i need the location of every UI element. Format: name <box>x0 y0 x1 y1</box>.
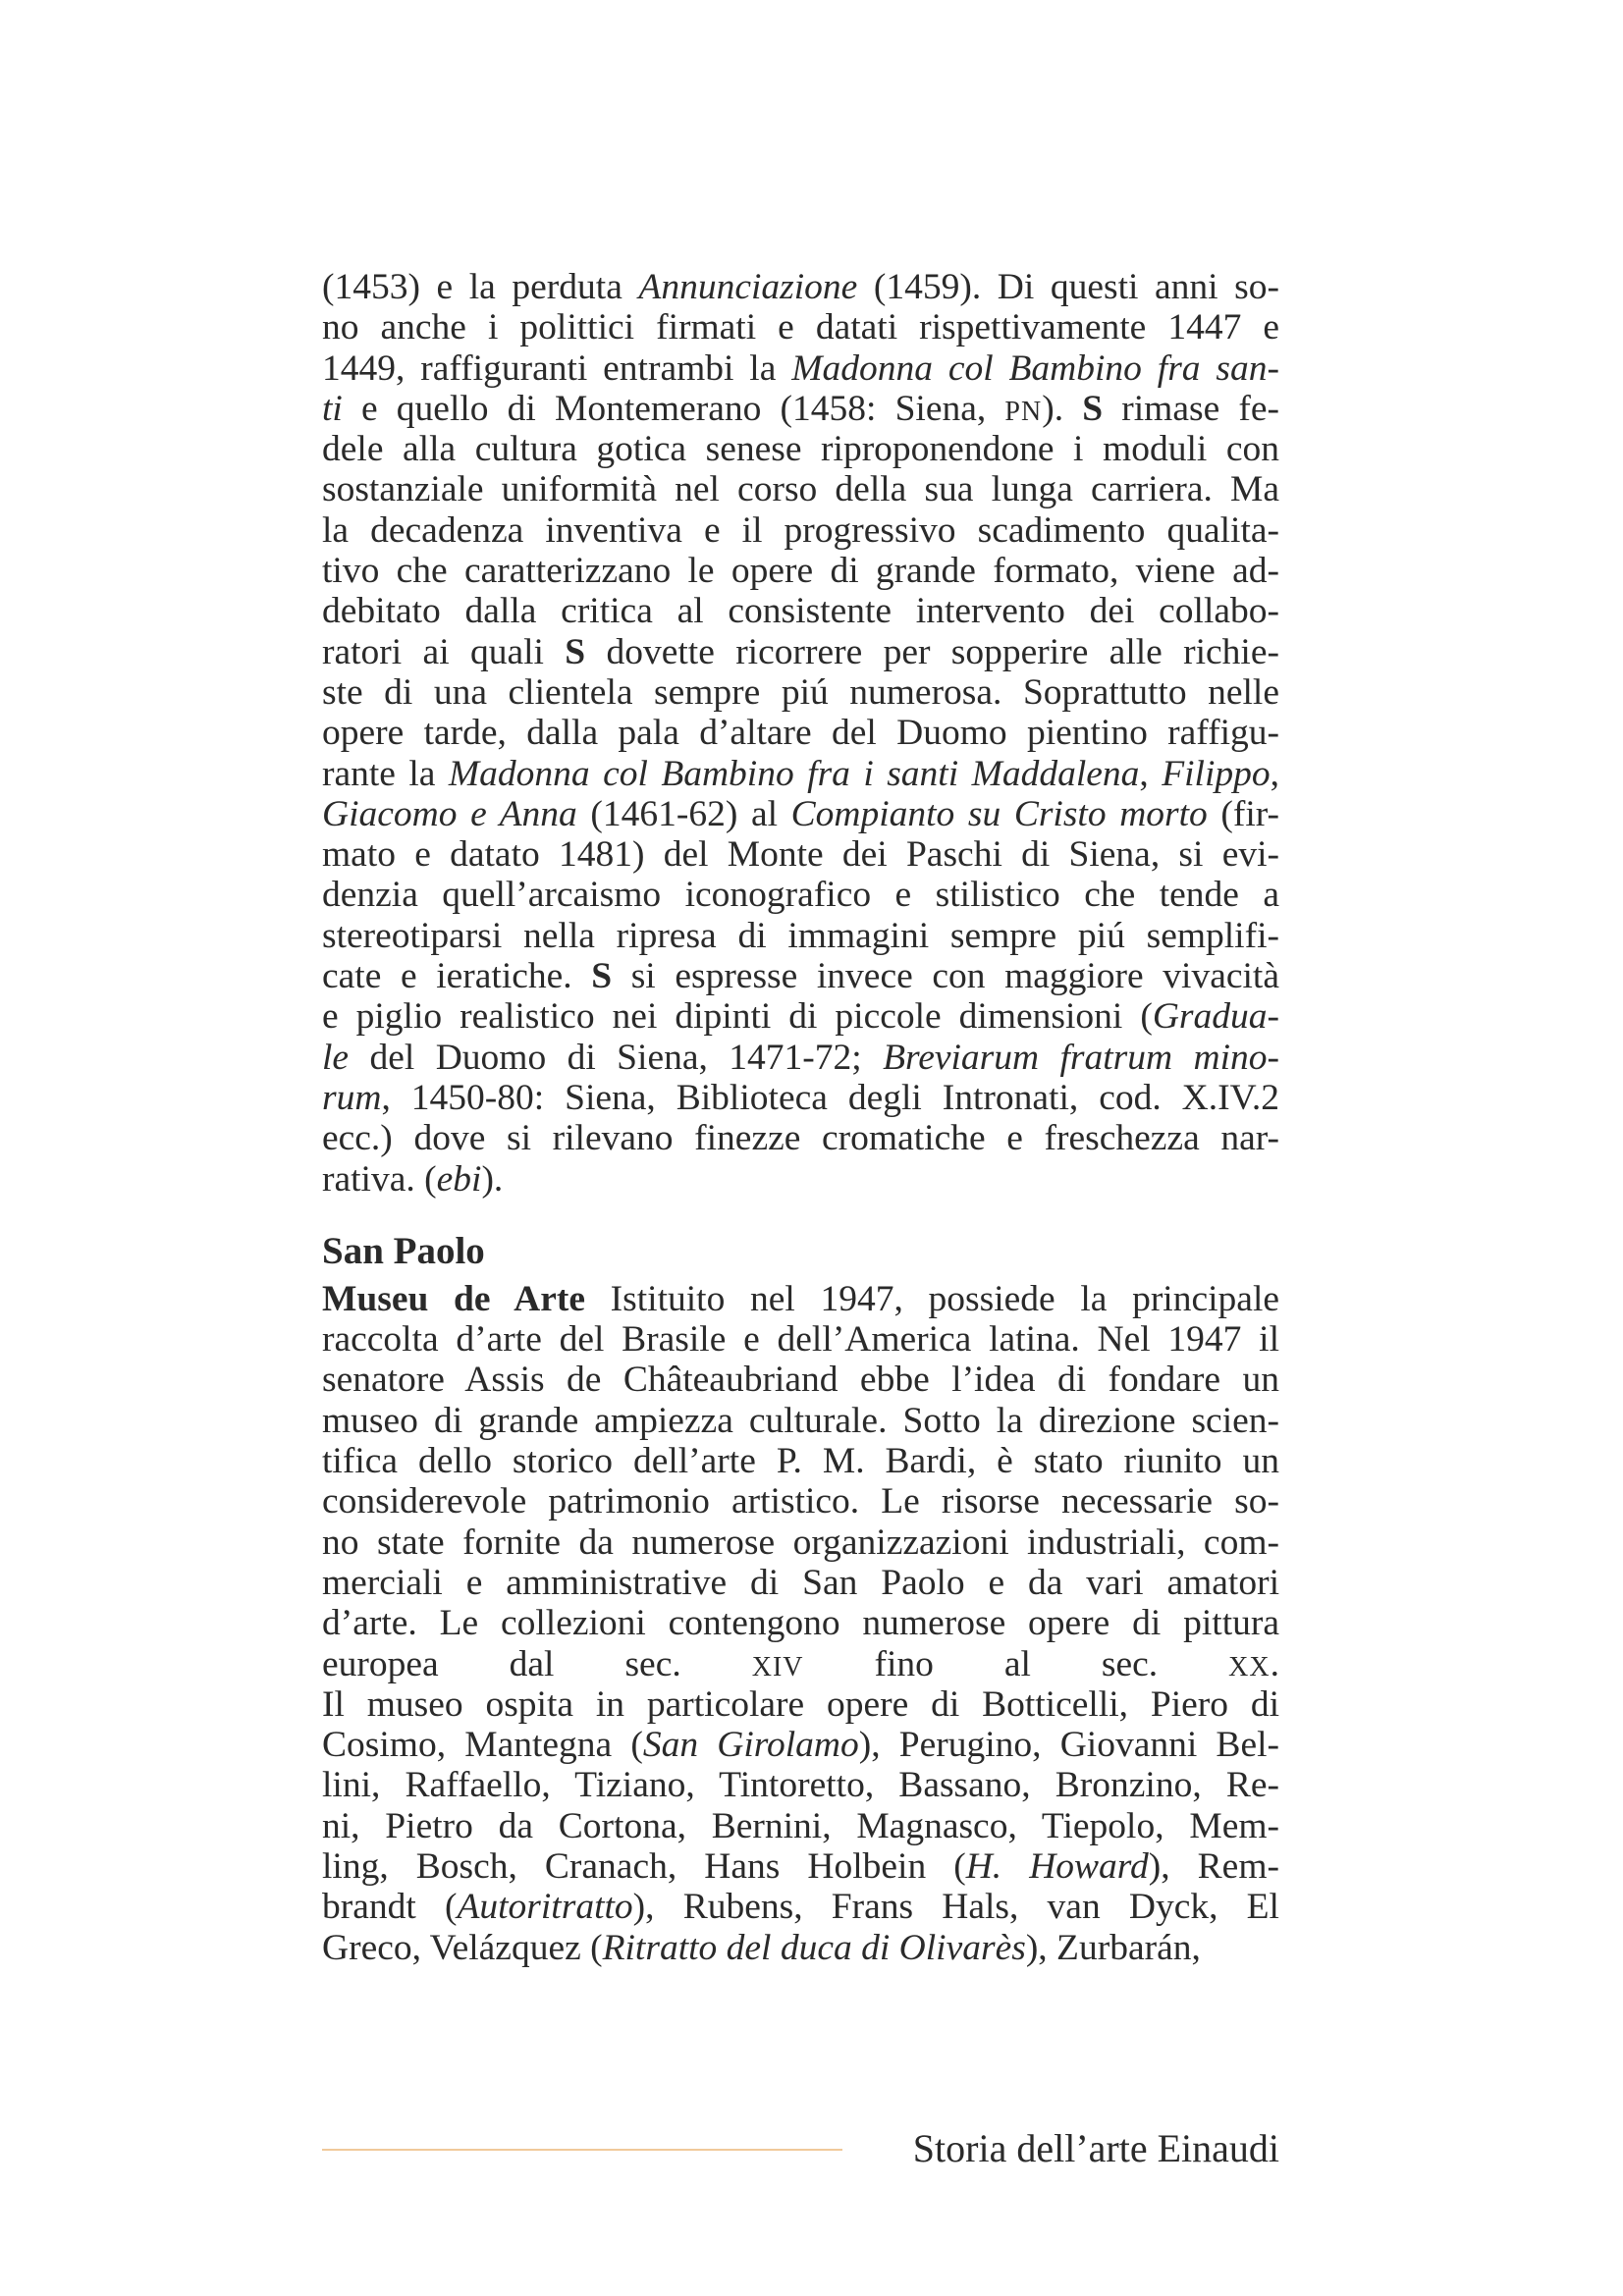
text-run: e piglio realistico nei dipinti di piccole dimensioni ( <box>322 996 1153 1038</box>
text-line <box>322 713 1279 753</box>
text-line <box>322 1401 1279 1441</box>
text-run: e quello di Montemerano (1458: Siena, <box>342 388 1005 429</box>
text-line <box>322 1522 1279 1563</box>
text-run: considerevole patrimonio artistico. Le risorse necessarie so- <box>322 1481 1279 1522</box>
text-run: ), Rem- <box>1148 1845 1279 1887</box>
bold-term: S <box>565 631 586 672</box>
text-run: d’arte. Le collezioni contengono numerose opere di pittura <box>322 1603 1279 1644</box>
text-run: ). <box>1042 388 1083 429</box>
text-run: (1461-62) al <box>576 793 791 834</box>
text-run: rimase fe- <box>1103 388 1279 429</box>
italic-title: Gradua- <box>1152 996 1279 1038</box>
text-line <box>322 1846 1279 1887</box>
text-line <box>322 754 1279 794</box>
text-line <box>322 794 1279 834</box>
text-line <box>322 996 1279 1037</box>
text-line <box>322 632 1279 672</box>
text-line <box>322 1319 1279 1360</box>
text-line <box>322 1118 1279 1158</box>
text-run: debitato dalla critica al consistente intervento dei collabo- <box>322 591 1279 632</box>
text-run: senatore Assis de Châteaubriand ebbe l’idea di fondare un <box>322 1360 1279 1401</box>
text-run: ratori ai quali <box>322 631 566 672</box>
text-run: opere tarde, dalla pala d’altare del Duomo pientino raffigu- <box>322 713 1279 754</box>
text-run: tivo che caratterizzano le opere di grande formato, viene ad- <box>322 551 1279 592</box>
text-run: si espresse invece con maggiore vivacità <box>612 956 1279 997</box>
text-line <box>322 1078 1279 1118</box>
text-run: la decadenza inventiva e il progressivo scadimento qualita- <box>322 509 1279 551</box>
text-run: museo di grande ampiezza culturale. Sotto la direzione scien- <box>322 1400 1279 1441</box>
text-run: ). <box>481 1158 504 1200</box>
italic-title: Breviarum fratrum mino- <box>883 1037 1279 1078</box>
text-run: ste di una clientela sempre piú numerosa. Soprattutto nelle <box>322 671 1279 713</box>
text-line <box>322 469 1279 509</box>
small-caps-text: XX <box>1228 1651 1271 1682</box>
italic-title: Annunciazione <box>638 267 858 307</box>
text-line <box>322 1360 1279 1400</box>
text-run: dele alla cultura gotica senese riproponendone i moduli con <box>322 429 1279 470</box>
text-line <box>322 307 1279 347</box>
text-line <box>322 551 1279 591</box>
text-line <box>322 1279 1279 1319</box>
article-text-sano-di-pietro <box>322 267 1279 1200</box>
text-line <box>322 1038 1279 1078</box>
text-run: merciali e amministrative di San Paolo e da vari amatori <box>322 1562 1279 1603</box>
italic-title: Autoritratto <box>457 1887 633 1928</box>
page-footer <box>322 2126 1279 2173</box>
footer-publisher: Storia dell’arte Einaudi <box>912 2126 1279 2170</box>
text-line <box>322 1481 1279 1522</box>
text-run: raccolta d’arte del Brasile e dell’America latina. Nel 1947 il <box>322 1319 1279 1361</box>
text-run: dovette ricorrere per sopperire alle richie- <box>585 631 1279 672</box>
text-run: ), Perugino, Giovanni Bel- <box>858 1725 1279 1766</box>
text-run: , <box>1139 753 1163 794</box>
text-run: ), Rubens, Frans Hals, van Dyck, El <box>632 1887 1279 1928</box>
italic-title: H. Howard <box>965 1845 1149 1887</box>
text-line <box>322 510 1279 551</box>
italic-title: ebi <box>436 1158 482 1200</box>
small-caps-text: PN <box>1004 396 1043 427</box>
text-line <box>322 1684 1279 1725</box>
italic-title: Madonna col Bambino fra i santi Maddalena <box>448 753 1140 794</box>
page-body <box>322 267 1279 1968</box>
text-run: denzia quell’arcaismo iconografico e stilistico che tende a <box>322 875 1279 916</box>
text-run: stereotiparsi nella ripresa di immagini sempre piú semplifi- <box>322 915 1279 956</box>
text-run: rativa. ( <box>322 1158 437 1200</box>
text-line <box>322 591 1279 631</box>
text-run: del Duomo di Siena, 1471-72; <box>349 1037 884 1078</box>
text-run: 1449, raffiguranti entrambi la <box>322 347 792 389</box>
text-run: (1453) e la perduta <box>322 267 639 307</box>
text-run: cate e ieratiche. <box>322 956 592 997</box>
text-run: ecc.) dove si rilevano finezze cromatiche e freschezza nar- <box>322 1118 1279 1159</box>
article-text-museu-de-arte <box>322 1279 1279 1968</box>
text-run: Il museo ospita in particolare opere di Botticelli, Piero di <box>322 1683 1279 1725</box>
text-run: , 1450-80: Siena, Biblioteca degli Intronati, cod. X.IV.2 <box>381 1077 1279 1118</box>
text-run: tifica dello storico dell’arte P. M. Bardi, è stato riunito un <box>322 1441 1279 1482</box>
text-line <box>322 834 1279 875</box>
text-run: (fir- <box>1207 793 1280 834</box>
text-run: no anche i polittici firmati e datati rispettivamente 1447 e <box>322 307 1279 348</box>
italic-title: Compianto su Cristo morto <box>790 793 1208 834</box>
text-line <box>322 916 1279 956</box>
footer-rule <box>322 2149 842 2151</box>
bold-term: S <box>591 956 613 997</box>
text-line <box>322 267 1279 307</box>
text-line <box>322 1159 1279 1200</box>
text-run: brandt ( <box>322 1887 458 1928</box>
text-run: lini, Raffaello, Tiziano, Tintoretto, Bassano, Bronzino, Re- <box>322 1765 1279 1806</box>
text-run: rante la <box>322 753 449 794</box>
bold-term: Museu de Arte <box>322 1278 585 1319</box>
text-run: ), Zurbarán, <box>1025 1927 1201 1968</box>
text-run: ling, Bosch, Cranach, Hans Holbein ( <box>322 1845 966 1887</box>
text-line <box>322 956 1279 996</box>
bold-term: S <box>1082 388 1104 429</box>
text-run: , <box>1270 753 1279 794</box>
text-line <box>322 1887 1279 1927</box>
text-line <box>322 1928 1279 1968</box>
text-run: mato e datato 1481) del Monte dei Paschi di Siena, si evi- <box>322 834 1279 876</box>
small-caps-text: XIV <box>751 1651 804 1682</box>
text-run: ni, Pietro da Cortona, Bernini, Magnasco, Tiepolo, Mem- <box>322 1805 1279 1846</box>
italic-title: San Girolamo <box>642 1725 859 1766</box>
italic-title: ti <box>322 388 343 429</box>
text-run: Greco, Velázquez ( <box>322 1927 603 1968</box>
text-line <box>322 1765 1279 1805</box>
italic-title: rum <box>322 1077 382 1118</box>
text-line <box>322 1563 1279 1603</box>
text-line <box>322 1644 1279 1684</box>
italic-title: Filippo <box>1162 753 1271 794</box>
text-line <box>322 389 1279 429</box>
text-line <box>322 348 1279 389</box>
italic-title: Giacomo e Anna <box>322 793 577 834</box>
text-run: fino al sec. <box>803 1643 1229 1684</box>
text-line <box>322 1806 1279 1846</box>
italic-title: Madonna col Bambino fra san- <box>791 347 1279 389</box>
text-line <box>322 1441 1279 1481</box>
text-line <box>322 875 1279 915</box>
text-line <box>322 672 1279 713</box>
text-run: . <box>1270 1643 1279 1684</box>
text-line <box>322 1603 1279 1643</box>
section-heading: San Paolo <box>322 1229 485 1272</box>
text-run: (1459). Di questi anni so- <box>857 267 1279 307</box>
italic-title: Ritratto del duca di Olivarès <box>602 1927 1026 1968</box>
text-run: no state fornite da numerose organizzazioni industriali, com- <box>322 1522 1279 1563</box>
text-run: Istituito nel 1947, possiede la principale <box>584 1278 1280 1319</box>
text-line <box>322 429 1279 469</box>
italic-title: le <box>322 1037 350 1078</box>
text-line <box>322 1725 1279 1765</box>
text-run: europea dal sec. <box>322 1643 752 1684</box>
text-run: Cosimo, Mantegna ( <box>322 1725 643 1766</box>
text-run: sostanziale uniformità nel corso della sua lunga carriera. Ma <box>322 469 1279 510</box>
